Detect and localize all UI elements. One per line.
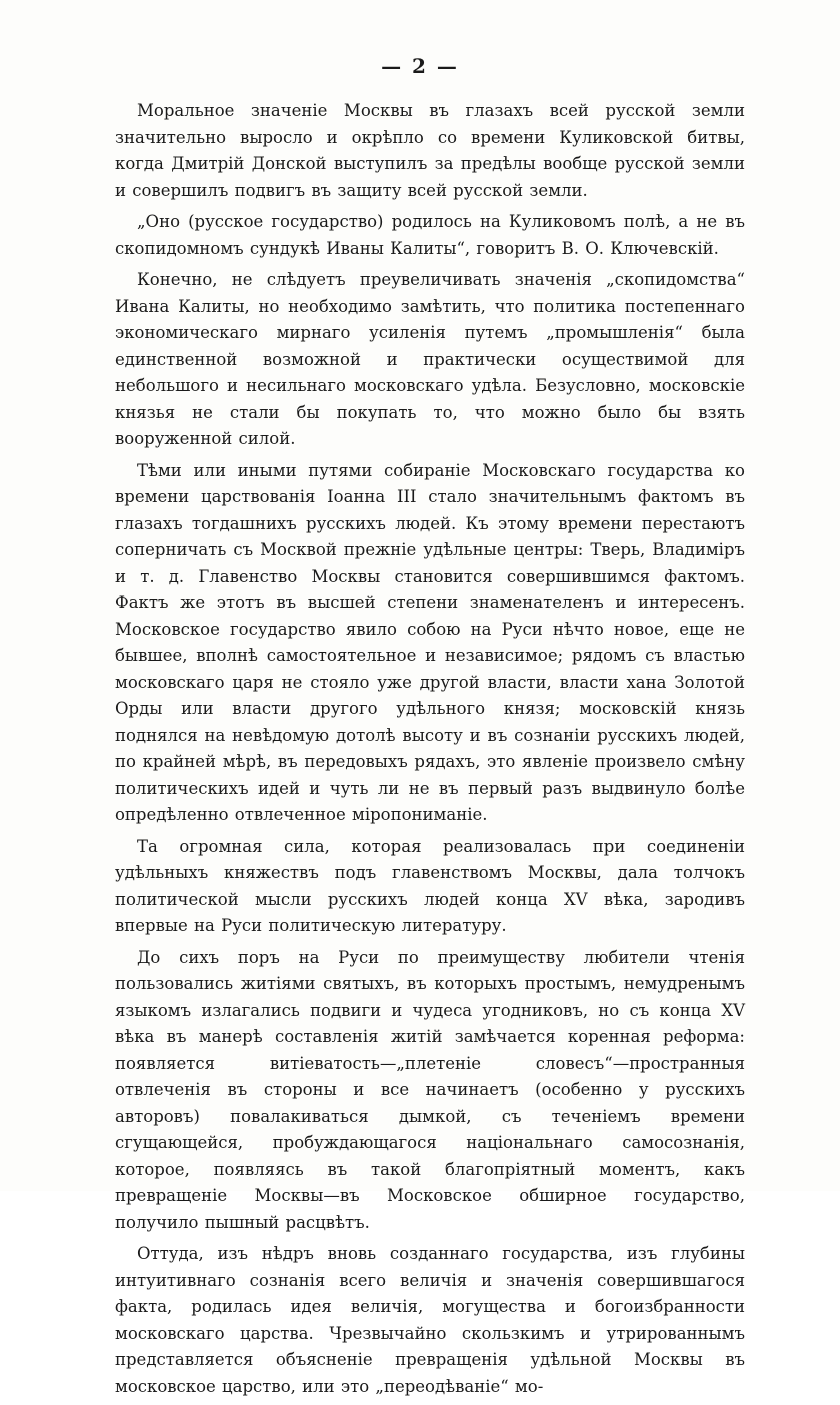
body-text: [115, 98, 745, 1405]
paragraph-7: Оттуда, изъ нѣдръ вновь созданнаго государства, изъ глубины интуитивнаго сознанія всего величія и значенія совершившагося факта, родилась идея величія, могущества и богоизбранности московскаго царства. Чрезвычайно скользкимъ и утрированнымъ представляется объясненіе превращенія удѣльной Москвы въ московское царство, или это „переодѣваніе“ мо-: [115, 1244, 745, 1396]
page-number: — 2 —: [381, 54, 459, 78]
paragraph-4: Тѣми или иными путями собираніе Московскаго государства ко времени царствованія Іоанна III стало значительнымъ фактомъ въ глазахъ тогдашнихъ русскихъ людей. Къ этому времени перестаютъ соперничать съ Москвой прежніе удѣльные центры: Тверь, Владиміръ и т. д. Главенство Москвы становится совершившимся фактомъ. Фактъ же этотъ въ высшей степени знаменателенъ и интересенъ. Московское государство явило собою на Руси нѣчто новое, еще не бывшее, вполнѣ самостоятельное и независимое; рядомъ съ властью московскаго царя не стояло уже другой власти, власти хана Золотой Орды или власти другого удѣльного князя; московскій князь поднялся на невѣдомую дотолѣ высоту и въ сознаніи русскихъ людей, по крайней мѣрѣ, въ передовыхъ рядахъ, это явленіе произвело смѣну политическихъ идей и чуть ли не въ первый разъ выдвинуло болѣе опредѣленно отвлеченное міропониманіе.: [115, 460, 745, 824]
paragraph-2: „Оно (русское государство) родилось на Куликовомъ полѣ, а не въ скопидомномъ сундукѣ Иваны Калиты“, говоритъ В. О. Ключевскій.: [115, 212, 745, 258]
paragraph-3: Конечно, не слѣдуетъ преувеличивать значенія „скопидомства“ Ивана Калиты, но необходимо замѣтить, что политика постепеннаго экономическаго мирнаго усиленія путемъ „промышленія“ была единственной возможной и практически осуществимой для небольшого и несильнаго московскаго удѣла. Безусловно, московскіе князья не стали бы покупать то, что можно было бы взять вооруженной силой.: [115, 270, 745, 448]
paragraph-1: Моральное значеніе Москвы въ глазахъ всей русской земли значительно выросло и окрѣпло со времени Куликовской битвы, когда Дмитрій Донской выступилъ за предѣлы вообще русской земли и совершилъ подвигъ въ защиту всей русской земли.: [115, 101, 745, 200]
paragraph-6: До сихъ поръ на Руси по преимуществу любители чтенія пользовались житіями святыхъ, въ которыхъ простымъ, немудренымъ языкомъ излагались подвиги и чудеса угодниковъ, но съ конца XV вѣка въ манерѣ составленія житій замѣчается коренная реформа: появляется витіеватость—„плетеніе словесъ“—пространныя отвлеченія въ стороны и все начинаетъ (особенно у русскихъ авторовъ) повалакиваться дымкой, съ теченіемъ времени сгущающейся, пробуждающагося національнаго самосознанія, которое, появляясь въ такой благопріятный моментъ, какъ превращеніе Москвы—въ Московское обширное государство, получило пышный расцвѣтъ.: [115, 947, 745, 1232]
paragraph-5: Та огромная сила, которая реализовалась при соединеніи удѣльныхъ княжествъ подъ главенствомъ Москвы, дала толчокъ политической мысли русскихъ людей конца XV вѣка, зародивъ впервые на Руси политическую литературу.: [115, 836, 745, 935]
